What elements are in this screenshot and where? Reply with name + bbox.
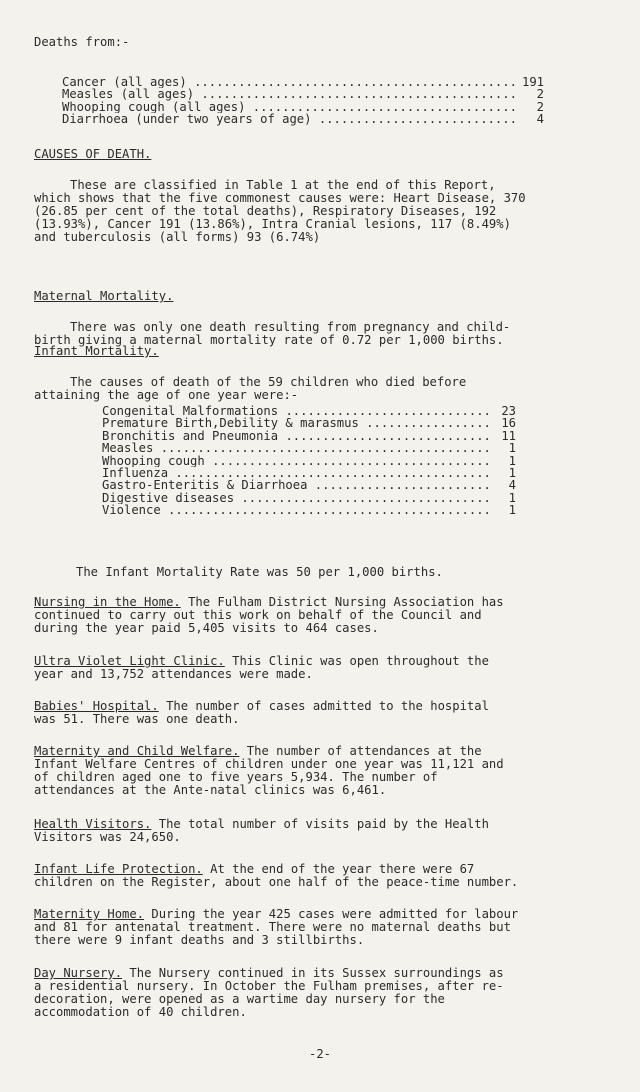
page-number: -2- (308, 1047, 331, 1061)
maternity-welfare-section (34, 745, 626, 797)
day-nursery-section (34, 967, 626, 1019)
section-heading: Maternity Home. (34, 907, 145, 921)
section-heading: Infant Mortality. (34, 344, 159, 358)
list-item: Digestive diseases ..... 1 (102, 492, 516, 504)
section-text: Nursing in the Home. The Fulham District Nursing Association has continued to carry out this work on behalf of the Council and during the year paid 5,405 visits to 464 cases. (34, 595, 504, 635)
infant-life-section (34, 863, 626, 889)
list-item: Premature Birth,Debility & marasmus ..... 16 (102, 417, 516, 429)
infant-rate: The Infant Mortality Rate was 50 per 1,000 births. (76, 565, 443, 579)
nursing-section (34, 596, 626, 635)
section-heading: Nursing in the Home. (34, 595, 181, 609)
section-text: There was only one death resulting from pregnancy and child- birth giving a maternal mortality rate of 0.72 per 1,000 births. (34, 320, 511, 347)
infant-causes-list (102, 405, 516, 517)
list-item: Influenza ..... 1 (102, 467, 516, 479)
list-item: Measles ..... 1 (102, 442, 516, 454)
section-heading: CAUSES OF DEATH. (34, 147, 152, 161)
section-text: Infant Life Protection. At the end of the year there were 67 children on the Register, about one half of the peace-time number. (34, 862, 519, 889)
health-visitors-section (34, 818, 626, 844)
section-text: Maternity and Child Welfare. The number of attendances at the Infant Welfare Centres of children under one year was 11,121 and of children aged one to five years 5,934. The number of attendances at the Ante-natal clinics was 6,461. (34, 744, 504, 797)
list-item: Bronchitis and Pneumonia ..... 11 (102, 430, 516, 442)
list-item: Gastro-Enteritis & Diarrhoea ..... 4 (102, 479, 516, 491)
section-text: The causes of death of the 59 children who died before attaining the age of one year were:- (34, 375, 467, 402)
list-item: Cancer (all ages) ..... 191 (62, 76, 544, 88)
section-text: Day Nursery. The Nursery continued in its Sussex surroundings as a residential nursery. In October the Fulham premises, after re- decoration, were opened as a wartime day nursery for the accommodation of 40 children. (34, 966, 504, 1019)
section-text: Ultra Violet Light Clinic. This Clinic was open throughout the year and 13,752 attendances were made. (34, 654, 489, 681)
deaths-from-heading: Deaths from:- (34, 35, 130, 49)
section-text: These are classified in Table 1 at the end of this Report, which shows that the five commonest causes were: Heart Disease, 370 (26.85 per cent of the total deaths), Respiratory Diseases, 192 (13.93%), Cancer 191 (13.86%), Intra Cranial lesions, 117 (8.49%) and tuberculosis (all forms) 93 (6.74%) (34, 178, 526, 244)
section-heading: Infant Life Protection. (34, 862, 203, 876)
list-item: Measles (all ages) ..... 2 (62, 88, 544, 100)
section-text: Health Visitors. The total number of visits paid by the Health Visitors was 24,650. (34, 817, 489, 844)
list-item: Whooping cough ..... 1 (102, 455, 516, 467)
list-item: Diarrhoea (under two years of age) ..... 4 (62, 113, 544, 125)
list-item: Whooping cough (all ages) ..... 2 (62, 101, 544, 113)
section-heading: Maternal Mortality. (34, 289, 174, 303)
section-text: Maternity Home. During the year 425 cases were admitted for labour and 81 for antenatal treatment. There were no maternal deaths but there were 9 infant deaths and 3 stillbirths. (34, 907, 519, 947)
section-heading: Day Nursery. (34, 966, 123, 980)
maternal-section (34, 290, 626, 347)
section-text: Babies' Hospital. The number of cases admitted to the hospital was 51. There was one death. (34, 699, 489, 726)
list-item: Violence ..... 1 (102, 504, 516, 516)
section-heading: Babies' Hospital. (34, 699, 159, 713)
ultra-violet-section (34, 655, 626, 681)
list-item: Congenital Malformations ..... 23 (102, 405, 516, 417)
section-heading: Health Visitors. (34, 817, 152, 831)
causes-section (34, 148, 626, 244)
deaths-from-list (62, 76, 544, 126)
infant-section (34, 345, 626, 402)
section-heading: Ultra Violet Light Clinic. (34, 654, 225, 668)
maternity-home-section (34, 908, 626, 947)
babies-hospital-section (34, 700, 626, 726)
section-heading: Maternity and Child Welfare. (34, 744, 240, 758)
